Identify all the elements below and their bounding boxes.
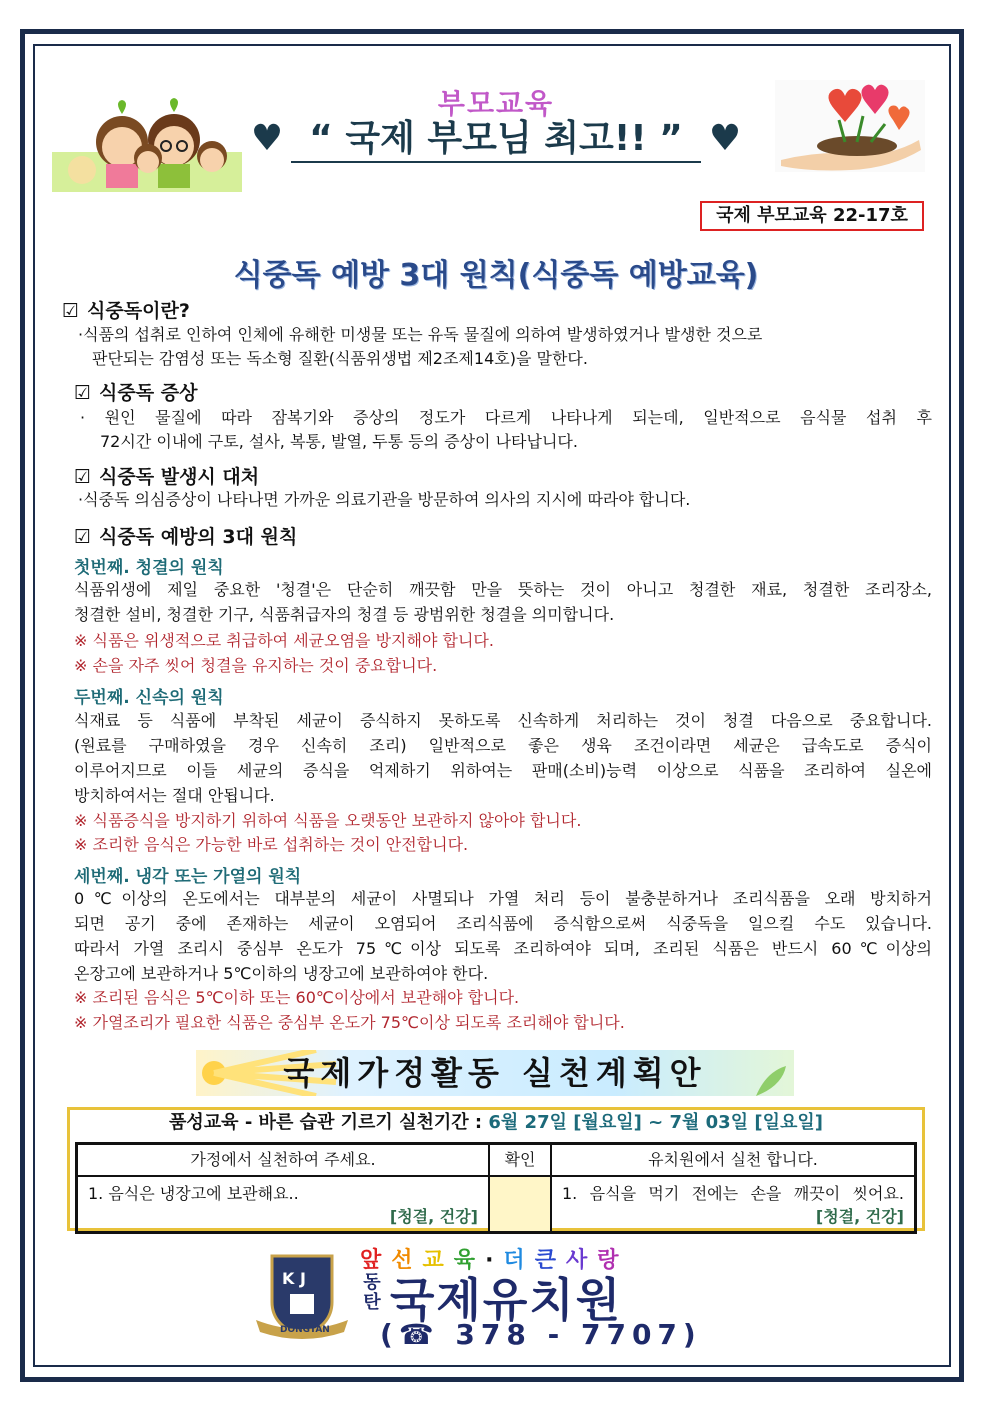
principle-line: 0℃이상의 온도에서는 대부분의 세균이 사멸되나 가열 처리 등이 불충분하거나 조리식품을 오래 방치하거 — [74, 889, 932, 908]
section-text: ·식품의 섭취로 인하여 인체에 유해한 미생물 또는 유독 물질에 의하여 발생하였거나 발생한 것으로 — [78, 325, 763, 344]
principle-line: 방치하여서는 절대 안됩니다. — [74, 786, 275, 805]
principle-heading: 두번째. 신속의 원칙 — [74, 688, 224, 708]
section-heading-principles: ☑ 식중독 예방의 3대 원칙 — [74, 526, 298, 548]
footer-school-name: 국제유치원 — [390, 1273, 623, 1327]
principle-line: 이루어지므로 이들 세균의 증식을 억제하기 위하여는 판매(소비)능력 이상으로 식품을 조리하여 실온에 — [74, 761, 932, 780]
principle-line: 청결한 설비, 청결한 기구, 식품취급자의 청결 등 광범위한 청결을 의미합니다. — [74, 605, 615, 624]
principle-line: (원료를 구매하였을 경우 신속히 조리) 일반적으로 좋은 생육 조건이라면 세균은 급속도로 증식이 — [74, 736, 932, 755]
checkbox-icon: ☑ — [74, 466, 92, 488]
col-school-header: 유치원에서 실천 합니다. — [551, 1144, 916, 1177]
principle-line: 되면 공기 중에 존재하는 세균이 오염되어 조리식품에 증식함으로써 식중독을 일으킬 수도 있습니다. — [74, 914, 932, 933]
header-title-row — [0, 110, 992, 163]
checkbox-icon: ☑ — [74, 526, 92, 548]
principle-note: ※ 조리한 음식은 가능한 바로 섭취하는 것이 안전합니다. — [74, 835, 469, 854]
principle-note: ※ 식품은 위생적으로 취급하여 세균오염을 방지해야 합니다. — [74, 631, 494, 650]
principle-heading: 세번째. 냉각 또는 가열의 원칙 — [74, 867, 302, 887]
principle-note: ※ 손을 자주 씻어 청결을 유지하는 것이 중요합니다. — [74, 656, 438, 675]
principle-line: 식품위생에 제일 중요한 '청결'은 단순히 깨끗함 만을 뜻하는 것이 아니고 청결한 재료, 청결한 조리장소, — [74, 580, 932, 599]
principle-line: 따라서 가열 조리시 중심부 온도가 75℃이상 되도록 조리하여야 되며, 조리된 식품은 반드시 60℃이상의 — [74, 939, 932, 958]
section-text: · 원인 물질에 따라 잠복기와 증상의 정도가 다르게 나타나게 되는데, 일반적으로 음식물 섭취 후 — [80, 408, 932, 427]
principle-note: ※ 가열조리가 필요한 식품은 중심부 온도가 75℃이상 되도록 조리해야 합니다. — [74, 1013, 625, 1032]
logo-ribbon: DONGTAN — [280, 1325, 330, 1335]
principle-line: 식재료 등 식품에 부착된 세균이 증식하지 못하도록 신속하게 처리하는 것이 청결 다음으로 중요합니다. — [74, 711, 932, 730]
principle-heading: 첫번째. 청결의 원칙 — [74, 558, 224, 578]
home-item-cell — [77, 1176, 490, 1233]
slogan-char: 앞 — [360, 1248, 386, 1273]
slogan-char: 더 — [503, 1248, 529, 1273]
checkbox-icon: ☑ — [62, 300, 80, 322]
header-title: “ 국제 부모님 최고!! ” — [291, 110, 701, 163]
principle-note: ※ 식품증식을 방지하기 위하여 식품을 오랫동안 보관하지 않아야 합니다. — [74, 811, 582, 830]
col-home-header: 가정에서 실천하여 주세요. — [77, 1144, 490, 1177]
main-title: 식중독 예방 3대 원칙(식중독 예방교육) — [233, 258, 759, 293]
school-item-cell — [551, 1176, 916, 1233]
slogan-char: 선 — [391, 1248, 417, 1273]
plan-table — [75, 1142, 917, 1234]
section-text: ·식중독 의심증상이 나타나면 가까운 의료기관을 방문하여 의사의 지시에 따라야 합니다. — [78, 490, 691, 509]
slogan-char: 사 — [565, 1248, 592, 1273]
slogan-char: 큰 — [534, 1248, 560, 1273]
slogan-char: 교 — [422, 1248, 448, 1273]
section-heading-what-is: ☑ 식중독이란? — [62, 300, 190, 322]
logo-letters: K J — [282, 1269, 306, 1288]
principle-note: ※ 조리된 음식은 5℃이하 또는 60℃이상에서 보관해야 합니다. — [74, 988, 520, 1007]
school-item: 1. 음식을 먹기 전에는 손을 깨끗이 씻어요. — [562, 1184, 904, 1203]
plan-period: 품성교육 - 바른 습관 기르기 실천기간 : 6월 27일 [월요일] ~ 7월 03일 [일요일] — [169, 1112, 823, 1133]
heart-icon: ♥ — [250, 118, 284, 159]
section-text: 판단되는 감염성 또는 독소형 질환(식품위생법 제2조제14호)을 말한다. — [92, 349, 588, 368]
col-check-header: 확인 — [489, 1144, 551, 1177]
school-logo — [252, 1250, 352, 1342]
banner-title: 국제가정활동 실천계획안 — [283, 1054, 707, 1092]
issue-number: 국제 부모교육 22-17호 — [700, 201, 924, 231]
checkbox-icon: ☑ — [74, 382, 92, 404]
home-item-tag: [청결, 건강] — [389, 1207, 478, 1226]
slogan-char: 육 — [453, 1248, 480, 1273]
slogan-char: 랑 — [597, 1248, 623, 1273]
section-heading-symptoms: ☑ 식중독 증상 — [74, 382, 198, 404]
header-subtitle: 부모교육 — [437, 87, 555, 120]
section-heading-response: ☑ 식중독 발생시 대처 — [74, 466, 260, 488]
principle-line: 온장고에 보관하거나 5℃이하의 냉장고에 보관하여야 한다. — [74, 964, 489, 983]
check-cell[interactable] — [489, 1176, 551, 1233]
school-item-tag: [청결, 건강] — [815, 1207, 904, 1226]
heart-icon: ♥ — [708, 118, 742, 159]
slogan-char: · — [485, 1248, 498, 1273]
footer-telephone: (☎ 378 - 7707) — [380, 1318, 702, 1351]
footer-dong: 동탄 — [363, 1272, 381, 1313]
home-item: 1. 음식은 냉장고에 보관해요.. — [88, 1184, 299, 1203]
section-text: 72시간 이내에 구토, 설사, 복통, 발열, 두통 등의 증상이 나타납니다. — [100, 432, 578, 451]
